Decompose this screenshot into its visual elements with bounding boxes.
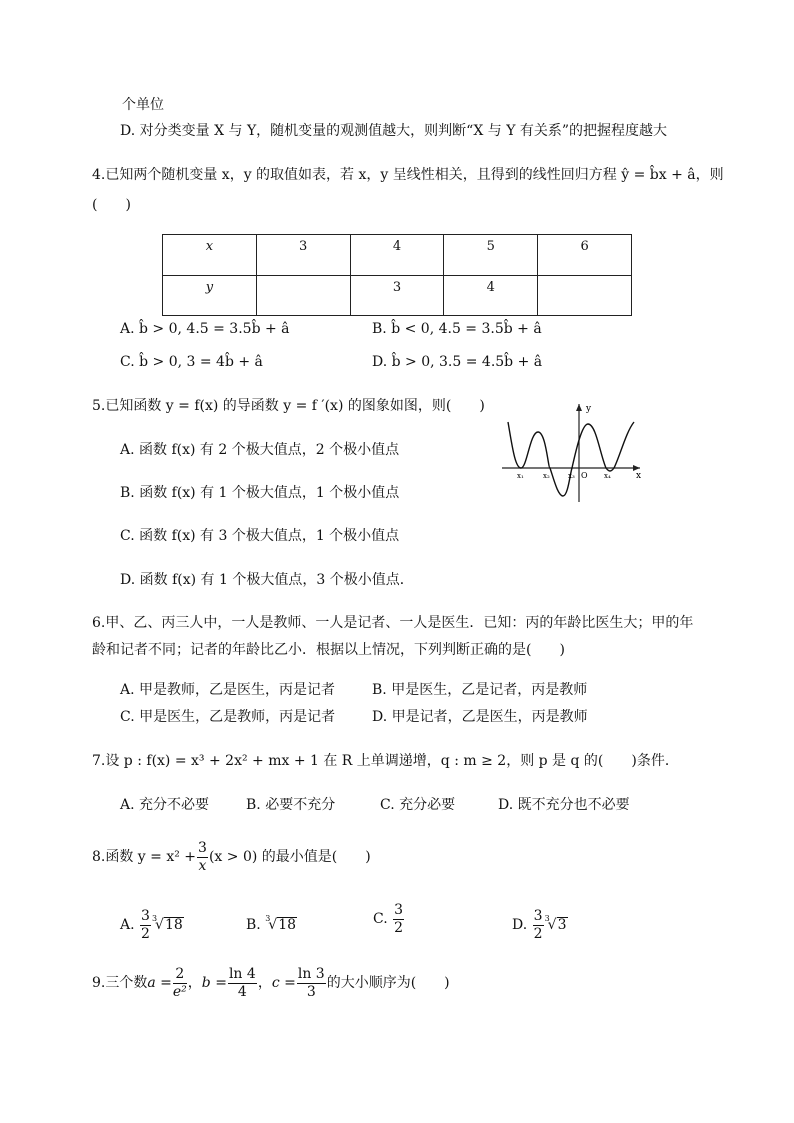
q4-option-c: C. b̂ > 0, 3 = 4b̂ + â — [120, 354, 263, 370]
option-label: C. — [373, 911, 388, 927]
q4-option-a: A. b̂ > 0, 4.5 = 3.5b̂ + â — [120, 321, 290, 337]
root-radicand: 3 — [557, 917, 567, 933]
option-label: A. — [120, 917, 135, 933]
frac-den: 2 — [394, 919, 404, 936]
table-cell — [256, 275, 350, 316]
q9-prefix: 9.三个数 — [92, 975, 148, 991]
derivative-curve — [508, 422, 634, 496]
q3-line: 个单位 — [122, 97, 164, 113]
table-cell: 5 — [444, 235, 538, 276]
separator: ， — [187, 975, 202, 991]
table-cell: 4 — [350, 235, 444, 276]
x4-label: x₄ — [604, 472, 611, 480]
option-label: D. — [512, 917, 528, 933]
q7-option-b: B. 必要不充分 — [246, 797, 336, 813]
q4-stem: 4.已知两个随机变量 x，y 的取值如表，若 x，y 呈线性相关，且得到的线性回归方程 ŷ = b̂x + â，则 — [92, 167, 724, 183]
frac-num: ln 3 — [297, 965, 325, 982]
q5-option-d: D. 函数 f(x) 有 1 个极大值点，3 个极小值点． — [120, 572, 414, 588]
table-cell: 3 — [256, 235, 350, 276]
frac-den: 3 — [306, 983, 316, 1000]
q8-option-d: D. $\frac{3}{2}$ $^3$√3 — [512, 907, 567, 942]
frac-den: 4 — [237, 983, 247, 1000]
x3-label: x₃ — [568, 472, 575, 480]
table-cell — [538, 275, 632, 316]
frac-num: 3 — [533, 907, 543, 924]
table-row — [163, 275, 632, 316]
q6-stem-line2: 龄和记者不同；记者的年龄比乙小．根据以上情况，下列判断正确的是( ) — [92, 642, 565, 658]
frac-num: 3 — [394, 901, 404, 918]
y-axis-label: y — [586, 404, 592, 414]
q8-stem — [92, 838, 371, 876]
q8-option-c — [373, 900, 405, 938]
q4-option-d: D. b̂ > 0, 3.5 = 4.5b̂ + â — [372, 354, 543, 370]
q8-d-fraction — [533, 908, 544, 943]
q8-fraction — [197, 840, 208, 875]
q6-stem-line1: 6.甲、乙、丙三人中，一人是教师、一人是记者、一人是医生．已知：丙的年龄比医生大；甲的年 — [92, 615, 694, 631]
table-cell: y — [163, 275, 257, 316]
root-radicand: 18 — [278, 917, 297, 933]
root-index: 3 — [544, 914, 550, 923]
origin-label: O — [581, 471, 588, 480]
q8-frac-den: x — [198, 857, 207, 874]
q5-stem: 5.已知函数 y = f(x) 的导函数 y = f ′(x) 的图象如图，则( ) — [92, 398, 485, 414]
q7-option-a: A. 充分不必要 — [120, 797, 210, 813]
q7-stem: 7.设 p : f(x) = x³ + 2x² + mx + 1 在 R 上单调递增，q : m ≥ 2，则 p 是 q 的( )条件． — [92, 753, 679, 769]
q9-c-var: c = — [271, 975, 296, 991]
q9-b-var: b = — [201, 975, 227, 991]
frac-num: 2 — [173, 966, 187, 984]
q8-suffix: (x > 0) 的最小值是( ) — [208, 849, 371, 865]
q3-option-d: D. 对分类变量 X 与 Y，随机变量的观测值越大，则判断“X 与 Y 有关系”的把握程度越大 — [120, 123, 668, 139]
table-cell: x — [163, 235, 257, 276]
frac-num: 3 — [141, 907, 150, 924]
x1-label: x₁ — [517, 472, 524, 480]
q8-frac-num: 3 — [198, 839, 207, 856]
frac-den: 2 — [533, 925, 543, 942]
q8-option-a: A. $\frac{3}{2}$ $^3$√18 — [120, 907, 183, 942]
q9-c-fraction — [297, 966, 326, 1001]
table-cell: 6 — [538, 235, 632, 276]
table-cell: 4 — [444, 275, 538, 316]
q9-stem — [92, 964, 450, 1002]
q8-c-fraction — [393, 902, 404, 937]
root-index: 3 — [151, 914, 158, 923]
q6-option-c: C. 甲是医生，乙是教师，丙是记者 — [120, 709, 336, 725]
root-index: 3 — [265, 914, 271, 923]
q4-value-table — [162, 234, 632, 316]
q9-a-fraction — [173, 966, 187, 1001]
frac-den: 2 — [141, 925, 150, 942]
q4-paren: ( ) — [92, 197, 131, 213]
frac-den: e² — [172, 983, 187, 1000]
x2-label: x₂ — [543, 472, 550, 480]
q5-option-b: B. 函数 f(x) 有 1 个极大值点，1 个极小值点 — [120, 485, 400, 501]
q7-option-d: D. 既不充分也不必要 — [498, 797, 630, 813]
root-radicand: 18 — [164, 917, 183, 933]
separator: ， — [257, 975, 272, 991]
table-cell: 3 — [350, 275, 444, 316]
q9-a-var: a = — [147, 975, 172, 991]
q6-option-b: B. 甲是医生，乙是记者，丙是教师 — [372, 682, 588, 698]
q8-option-b: B. $^3$√18 — [246, 914, 297, 933]
frac-num: ln 4 — [228, 965, 256, 982]
q5-option-a: A. 函数 f(x) 有 2 个极大值点，2 个极小值点 — [120, 442, 400, 458]
x-axis-label: x — [636, 471, 642, 481]
q4-option-b: B. b̂ < 0, 4.5 = 3.5b̂ + â — [372, 321, 542, 337]
q7-option-c: C. 充分必要 — [380, 797, 456, 813]
derivative-graph — [500, 400, 645, 506]
table-row — [163, 235, 632, 276]
q9-b-fraction — [228, 966, 257, 1001]
y-axis-arrow-icon — [576, 404, 582, 411]
q6-option-a: A. 甲是教师，乙是医生，丙是记者 — [120, 682, 336, 698]
option-label: B. — [246, 917, 261, 933]
q6-option-d: D. 甲是记者，乙是医生，丙是教师 — [372, 709, 588, 725]
q9-suffix: 的大小顺序为( ) — [326, 975, 450, 991]
q8-a-fraction — [140, 908, 151, 943]
q8-prefix: 8.函数 y = x² + — [92, 849, 197, 865]
q5-option-c: C. 函数 f(x) 有 3 个极大值点，1 个极小值点 — [120, 528, 400, 544]
